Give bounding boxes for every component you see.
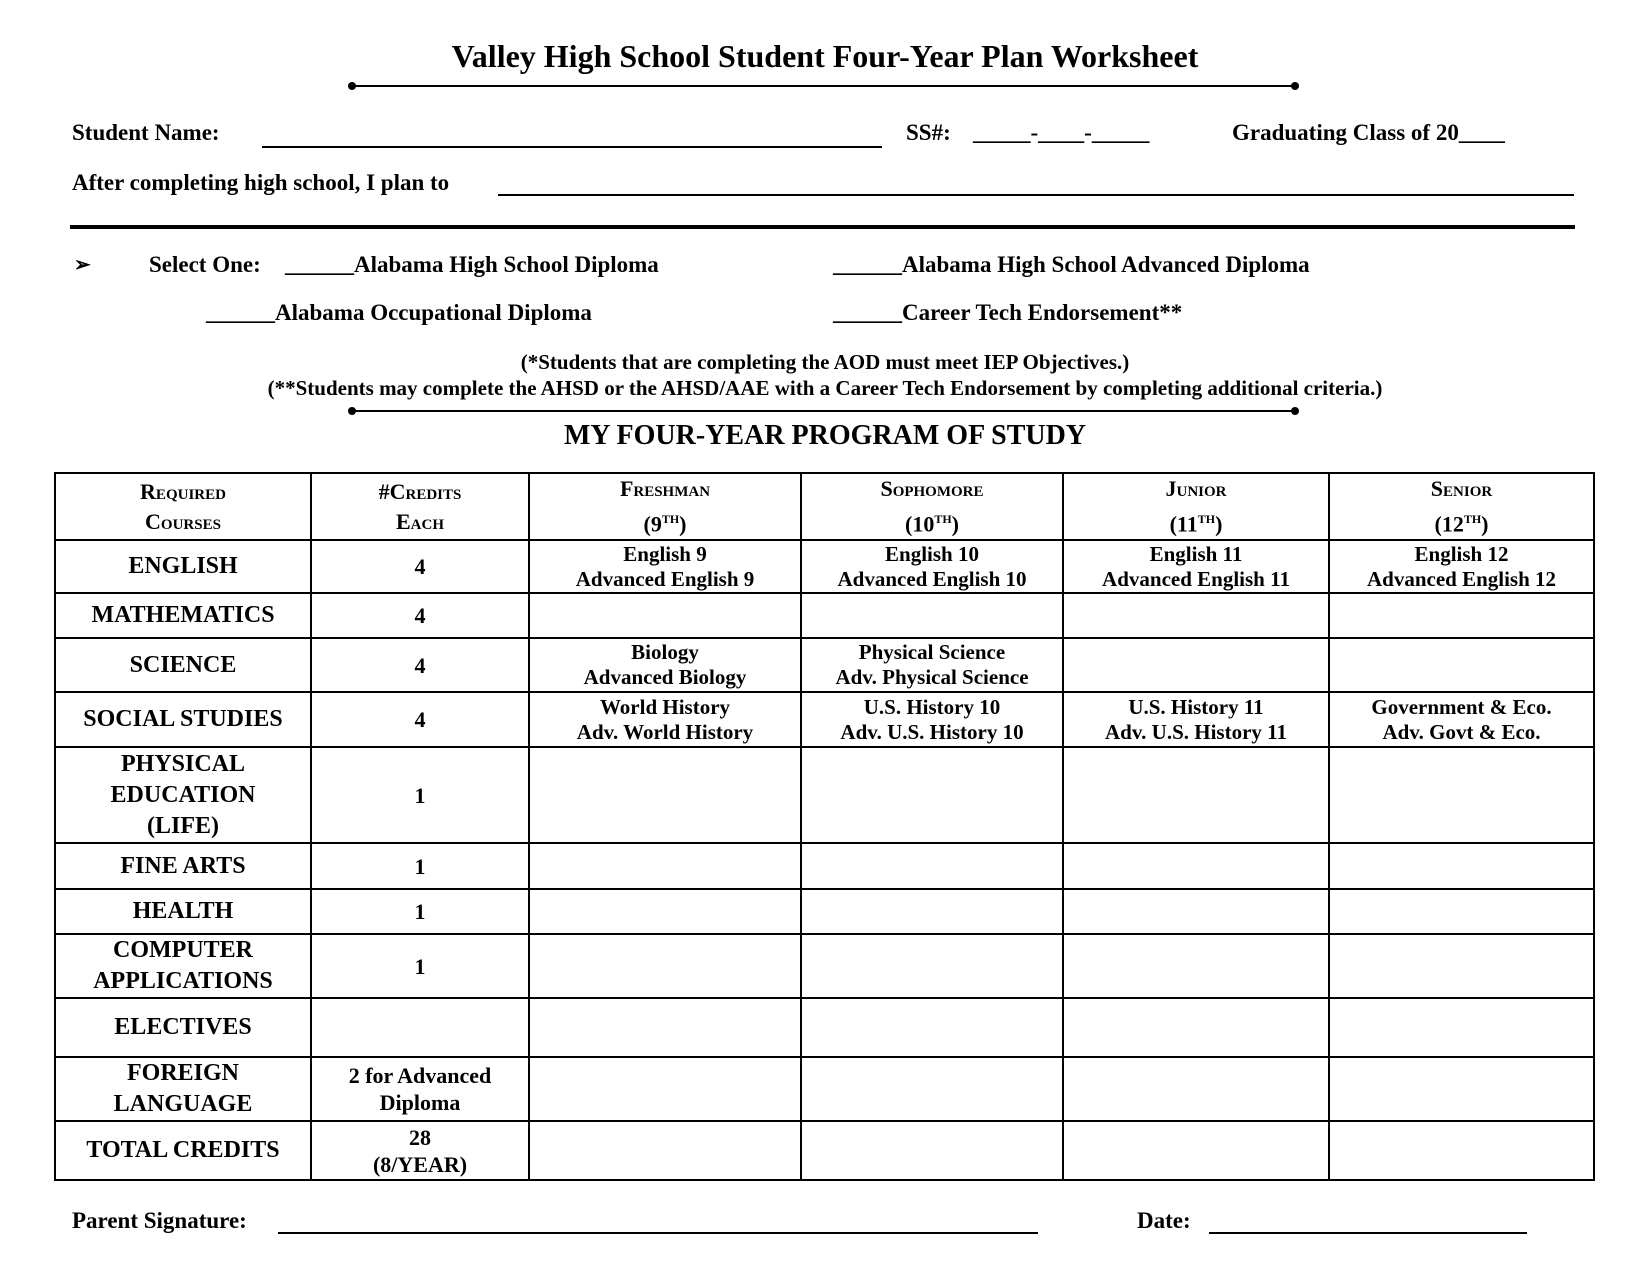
plan-field[interactable] [498, 174, 1574, 196]
course-cell[interactable] [1329, 998, 1594, 1057]
credits-cell: 1 [311, 889, 529, 934]
course-cell[interactable] [1063, 843, 1329, 889]
course-cell[interactable]: English 11 Advanced English 11 [1063, 540, 1329, 593]
course-cell[interactable] [801, 889, 1063, 934]
credits-cell: 28 (8/YEAR) [311, 1121, 529, 1180]
course-cell[interactable] [1329, 843, 1594, 889]
header-required-courses: Required Courses [55, 473, 311, 540]
table-row [55, 998, 1594, 1057]
option-occupational-diploma[interactable]: ______Alabama Occupational Diploma [206, 300, 592, 325]
table-row [55, 692, 1594, 747]
credits-cell: 4 [311, 692, 529, 747]
table-row [55, 593, 1594, 638]
course-cell[interactable]: U.S. History 11 Adv. U.S. History 11 [1063, 692, 1329, 747]
course-cell[interactable] [1329, 593, 1594, 638]
course-cell[interactable] [1329, 1121, 1594, 1180]
header-freshman: Freshman (9TH) [529, 473, 801, 540]
subject-cell: ENGLISH [55, 540, 311, 593]
course-cell[interactable]: English 10 Advanced English 10 [801, 540, 1063, 593]
subject-cell: ELECTIVES [55, 998, 311, 1057]
course-cell[interactable]: U.S. History 10 Adv. U.S. History 10 [801, 692, 1063, 747]
course-cell[interactable] [529, 889, 801, 934]
course-cell[interactable] [801, 593, 1063, 638]
subject-cell: HEALTH [55, 889, 311, 934]
select-one-label: Select One: [149, 252, 261, 277]
subject-cell: FINE ARTS [55, 843, 311, 889]
table-row [55, 1057, 1594, 1121]
credits-cell: 1 [311, 843, 529, 889]
credits-cell: 1 [311, 934, 529, 998]
course-cell[interactable] [1063, 747, 1329, 843]
course-cell[interactable] [801, 843, 1063, 889]
subject-cell: SCIENCE [55, 638, 311, 692]
credits-cell: 4 [311, 593, 529, 638]
title-divider [352, 85, 1295, 87]
student-name-label: Student Name: [72, 120, 220, 145]
table-row [55, 843, 1594, 889]
course-cell[interactable] [801, 747, 1063, 843]
option-career-tech[interactable]: ______Career Tech Endorsement** [833, 300, 1183, 325]
header-junior: Junior (11TH) [1063, 473, 1329, 540]
course-cell[interactable] [1329, 889, 1594, 934]
course-cell[interactable] [801, 1121, 1063, 1180]
course-cell[interactable] [529, 747, 801, 843]
course-cell[interactable] [1063, 1121, 1329, 1180]
credits-cell [311, 998, 529, 1057]
course-cell[interactable] [1329, 1057, 1594, 1121]
table-row [55, 934, 1594, 998]
plan-label: After completing high school, I plan to [72, 170, 450, 195]
student-name-field[interactable] [262, 126, 882, 148]
table-row [55, 638, 1594, 692]
course-cell[interactable]: Government & Eco. Adv. Govt & Eco. [1329, 692, 1594, 747]
course-cell[interactable] [529, 1121, 801, 1180]
subject-cell: FOREIGN LANGUAGE [55, 1057, 311, 1121]
table-row [55, 747, 1594, 843]
table-row [55, 1121, 1594, 1180]
credits-cell: 1 [311, 747, 529, 843]
page-title: Valley High School Student Four-Year Plan Worksheet [451, 38, 1199, 74]
credits-cell: 4 [311, 638, 529, 692]
table-row [55, 889, 1594, 934]
date-label: Date: [1137, 1208, 1191, 1233]
course-cell[interactable]: English 12 Advanced English 12 [1329, 540, 1594, 593]
course-cell[interactable] [1329, 747, 1594, 843]
course-cell[interactable] [1063, 889, 1329, 934]
subject-cell: TOTAL CREDITS [55, 1121, 311, 1180]
course-cell[interactable] [1329, 638, 1594, 692]
arrow-bullet-icon: ➢ [74, 254, 91, 276]
note-aod: (*Students that are completing the AOD must meet IEP Objectives.) [520, 350, 1130, 374]
program-title: MY FOUR-YEAR PROGRAM OF STUDY [563, 420, 1087, 451]
course-cell[interactable] [1329, 934, 1594, 998]
header-senior: Senior (12TH) [1329, 473, 1594, 540]
course-cell[interactable] [529, 843, 801, 889]
course-cell[interactable] [1063, 593, 1329, 638]
date-field[interactable] [1209, 1212, 1527, 1234]
course-cell[interactable] [529, 593, 801, 638]
subject-cell: SOCIAL STUDIES [55, 692, 311, 747]
course-cell[interactable] [1063, 1057, 1329, 1121]
note-career-tech: (**Students may complete the AHSD or the AHSD/AAE with a Career Tech Endorsement by completing additional criteria.) [267, 376, 1383, 400]
course-cell[interactable] [1063, 934, 1329, 998]
header-sophomore: Sophomore (10TH) [801, 473, 1063, 540]
course-cell[interactable] [1063, 638, 1329, 692]
section-divider [70, 225, 1575, 229]
ss-field[interactable]: _____-____-_____ [973, 120, 1150, 145]
course-cell[interactable]: Biology Advanced Biology [529, 638, 801, 692]
course-cell[interactable] [529, 998, 801, 1057]
graduating-class-field[interactable]: Graduating Class of 20____ [1232, 120, 1505, 145]
course-cell[interactable]: English 9 Advanced English 9 [529, 540, 801, 593]
course-cell[interactable] [529, 934, 801, 998]
course-cell[interactable] [801, 998, 1063, 1057]
course-cell[interactable] [529, 1057, 801, 1121]
subject-cell: COMPUTER APPLICATIONS [55, 934, 311, 998]
subject-cell: PHYSICAL EDUCATION (LIFE) [55, 747, 311, 843]
course-cell[interactable]: World History Adv. World History [529, 692, 801, 747]
subject-cell: MATHEMATICS [55, 593, 311, 638]
header-credits-each: #Credits Each [311, 473, 529, 540]
course-cell[interactable] [1063, 998, 1329, 1057]
ss-label: SS#: [906, 120, 951, 145]
option-advanced-diploma[interactable]: ______Alabama High School Advanced Diploma [833, 252, 1310, 277]
course-cell[interactable] [801, 934, 1063, 998]
parent-signature-field[interactable] [278, 1212, 1038, 1234]
course-cell[interactable]: Physical Science Adv. Physical Science [801, 638, 1063, 692]
credits-cell: 2 for Advanced Diploma [311, 1057, 529, 1121]
notes-divider [352, 410, 1295, 412]
credits-cell: 4 [311, 540, 529, 593]
option-ahsd[interactable]: ______Alabama High School Diploma [285, 252, 659, 277]
program-table [54, 472, 1595, 1181]
parent-signature-label: Parent Signature: [72, 1208, 247, 1233]
course-cell[interactable] [801, 1057, 1063, 1121]
table-row [55, 540, 1594, 593]
